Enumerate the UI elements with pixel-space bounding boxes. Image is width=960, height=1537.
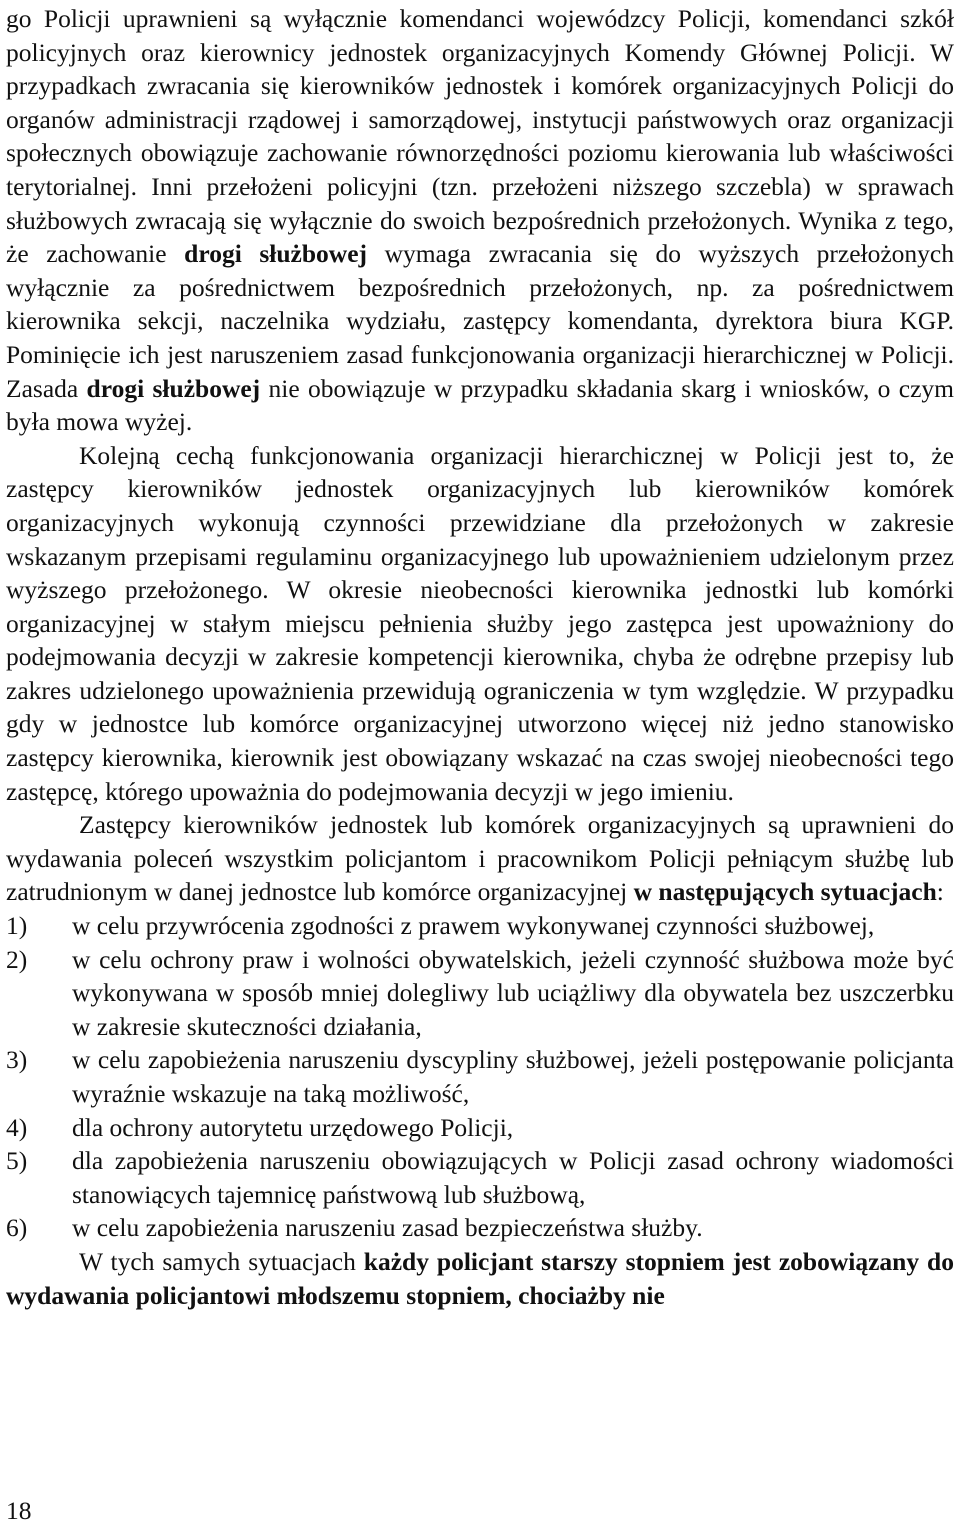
paragraph-4-text-1: W tych samych sytuacjach (79, 1246, 364, 1276)
list-item-text: w celu przywrócenia zgodności z prawem wykonywanej czynności służbowej, (72, 911, 875, 941)
list-item (6, 943, 954, 1044)
list-item-number: 5) (6, 1146, 28, 1176)
paragraph-1-text-3: nie obowiązuje w przypadku składania skarg i wniosków, o czym była mowa wyżej. (6, 373, 954, 437)
list-item-text: w celu zapobieżenia naruszeniu zasad bezpieczeństwa służby. (72, 1213, 703, 1243)
list-item (6, 909, 954, 943)
paragraph-1-bold-1: drogi służbowej (184, 239, 368, 269)
paragraph-4-bold-1: każdy policjant starszy stopniem jest zobowiązany do wydawania policjantowi młodszemu stopniem, chociażby nie (6, 1246, 954, 1310)
paragraph-1 (6, 2, 954, 439)
list-item-number: 3) (6, 1045, 28, 1075)
list-item (6, 1043, 954, 1110)
list-item (6, 1144, 954, 1211)
list-item-text: dla zapobieżenia naruszeniu obowiązujących w Policji zasad ochrony wiadomości stanowiących tajemnicę państwową lub służbową, (72, 1146, 954, 1209)
list-item-number: 4) (6, 1112, 28, 1142)
paragraph-1-text-1: go Policji uprawnieni są wyłącznie komendanci wojewódzcy Policji, komendanci szkół policyjnych oraz kierownicy jednostek organizacyjnych Komendy Głównej Policji. W przypadkach zwracania się kierowników jednostek i komórek organizacyjnych Policji do organów administracji rządowej i samorządowej, instytucji państwowych oraz organizacji społecznych obowiązuje zachowanie równorzędności poziomu kierowania lub właściwości terytorialnej. Inni przełożeni policyjni (tzn. przełożeni niższego szczebla) w sprawach służbowych zwracają się wyłącznie do swoich bezpośrednich przełożonych. Wynika z tego, że zachowanie (6, 4, 954, 269)
paragraph-4 (6, 1245, 954, 1312)
paragraph-1-text-2: wymaga zwracania się do wyższych przełożonych wyłącznie za pośrednictwem bezpośrednich przełożonych, np. za pośrednictwem kierownika sekcji, naczelnika wydziału, zastępcy komendanta, dyrektora biura KGP. Pominięcie ich jest naruszeniem zasad funkcjonowania organizacji hierarchicznej w Policji. Zasada (6, 239, 955, 403)
paragraph-2: Kolejną cechą funkcjonowania organizacji hierarchicznej w Policji jest to, że zastępcy kierowników jednostek organizacyjnych lub kierowników komórek organizacyjnych wykonują czynności przewidziane dla przełożonych w zakresie wskazanym przepisami regulaminu organizacyjnego lub upoważnieniem udzielonym przez wyższego przełożonego. W okresie nieobecności kierownika jednostki lub komórki organizacyjnej w stałym miejscu pełnienia służby jego zastępca jest upoważniony do podejmowania decyzji w zakresie kompetencji kierownika, chyba że odrębne przepisy lub zakres udzielonego upoważnienia przewidują ograniczenia w tym względzie. W przypadku gdy w jednostce lub komórce organizacyjnej utworzono więcej niż jedno stanowisko zastępcy kierownika, kierownik jest obowiązany wskazać na czas swojej nieobecności tego zastępcę, którego upoważnia do podejmowania decyzji w jego imieniu. (6, 440, 954, 806)
list-item-number: 2) (6, 944, 28, 974)
list-item-text: w celu zapobieżenia naruszeniu dyscypliny służbowej, jeżeli postępowanie policjanta wyraźnie wskazuje na taką możliwość, (72, 1045, 954, 1108)
paragraph-1-bold-2: drogi służbowej (86, 373, 261, 403)
list-item-number: 6) (6, 1213, 28, 1243)
paragraph-3-text-1: Zastępcy kierowników jednostek lub komórek organizacyjnych są uprawnieni do wydawania poleceń wszystkim policjantom i pracownikom Policji pełniącym służbę lub zatrudnionym w danej jednostce lub komórce organizacyjnej (6, 810, 954, 907)
list-item-text: dla ochrony autorytetu urzędowego Policji, (72, 1112, 514, 1142)
situations-list (6, 909, 954, 1245)
list-item (6, 1111, 954, 1145)
list-item (6, 1211, 954, 1245)
list-item-text: w celu ochrony praw i wolności obywatelskich, jeżeli czynność służbowa może być wykonywana w sposób mniej dolegliwy lub uciążliwy dla obywatela bez uszczerbku w zakresie skuteczności działania, (72, 944, 954, 1041)
list-item-number: 1) (6, 911, 28, 941)
paragraph-3 (6, 808, 954, 909)
document-page (6, 2, 954, 1312)
paragraph-3-bold-1: w następujących sytuacjach (633, 877, 937, 907)
paragraph-3-text-2: : (936, 877, 944, 907)
page-number: 18 (6, 1496, 32, 1525)
